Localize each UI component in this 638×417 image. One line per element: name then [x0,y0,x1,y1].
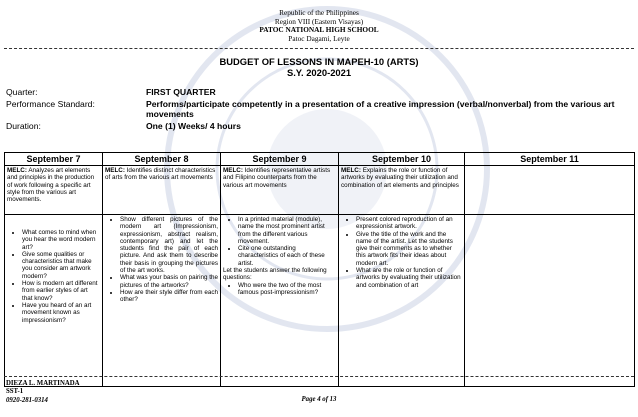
list-item: • Cite one outstanding characteristics of each of these artist. [238,245,336,267]
activity-cell [221,215,339,387]
instruction-text: Let the students answer the following questions: [223,267,327,282]
melc-text: Analyzes art elements and principles in the production of work following a specific art style from the various art movements. [7,167,95,204]
activity-cell-empty [465,215,635,387]
document-title [0,56,638,78]
activity-cell [103,215,221,387]
duration-value: One (1) Weeks/ 4 hours [146,121,241,131]
melc-cell [103,166,221,215]
column-header: September 8 [103,153,221,166]
title-main: BUDGET OF LESSONS IN MAPEH-10 (ARTS) [219,56,419,67]
melc-cell [339,166,465,215]
page-number: Page 4 of 13 [301,396,337,403]
list-item: • Who were the two of the most famous post-impressionism? [238,282,336,297]
melc-label: MELC: [223,167,243,174]
list-item: • Present colored reproduction of an expressionist artwork. [356,216,462,231]
column-header: September 11 [465,153,635,166]
header-country: Republic of the Philippines [279,8,359,17]
header-divider [4,48,634,49]
quarter-label: Quarter: [6,87,38,97]
list-item: • Have you heard of an art movement known as impressionism? [22,302,100,324]
list-item: • What are the role or function of artworks by evaluating their utilization and combination of art [356,267,462,289]
performance-standard-label: Performance Standard: [6,99,95,109]
column-header: September 9 [221,153,339,166]
melc-label: MELC: [105,167,125,174]
melc-cell [5,166,103,215]
list-item: • How are their style differ from each other? [120,289,218,304]
melc-label: MELC: [7,167,27,174]
melc-text: Identifies distinct characteristics of arts from the various art movements [105,167,216,182]
document-header [0,9,638,43]
column-header: September 10 [339,153,465,166]
melc-cell [221,166,339,215]
list-item: • Give the title of the work and the name of the artist. Let the students give their comments as to whether this artwork fits their ideas about modern art. [356,231,462,267]
duration-label: Duration: [6,121,41,131]
header-region: Region VIII (Eastern Visayas) [274,16,364,26]
footer-phone: 0920-281-0314 [6,396,48,404]
table-header-row [5,153,635,166]
melc-row [5,166,635,215]
activity-cell [5,215,103,387]
list-item: • Give some qualities or characteristics that make you consider am artwork modern? [22,251,100,280]
list-item: • Show different pictures of the modern art (Impressionism, expressionism, abstract realism, contemporary art) and let the students find the pair of each picture. And ask them to describe their basis in grouping the pictures of the art works. [120,216,218,274]
footer-name: DIEZA L. MARTINADA [6,380,80,387]
melc-text: Explains the role or function of artworks by evaluating their utilization and combination of art elements and principles [341,167,459,189]
list-item: • What was your basis on pairing the pictures of the artworks? [120,274,218,289]
column-header: September 7 [5,153,103,166]
melc-label: MELC: [341,167,361,174]
footer-position: SST-1 [6,388,24,396]
title-school-year: S.Y. 2020-2021 [286,67,352,78]
list-item: • In a printed material (module), name the most prominent artist from the different various movement. [238,216,336,245]
footer-divider [4,376,634,377]
performance-standard-value: Performs/participate competently in a presentation of a creative impression (verbal/nonverbal) from the various art movements [146,99,615,119]
list-item: • How is modern art different from earlier styles of art that know? [22,280,100,302]
activities-row [5,215,635,387]
activity-cell [339,215,465,387]
header-address: Patoc Dagami, Leyte [288,33,350,43]
quarter-value: FIRST QUARTER [146,87,216,97]
lesson-budget-table [4,152,635,387]
melc-text: Identifies representative artists and Filipino counterparts from the various art movements [223,167,331,189]
list-item: • What comes to mind when you hear the word modern art? [22,229,100,251]
header-school-name: PATOC NATIONAL HIGH SCHOOL [259,25,379,34]
melc-cell-empty [465,166,635,215]
